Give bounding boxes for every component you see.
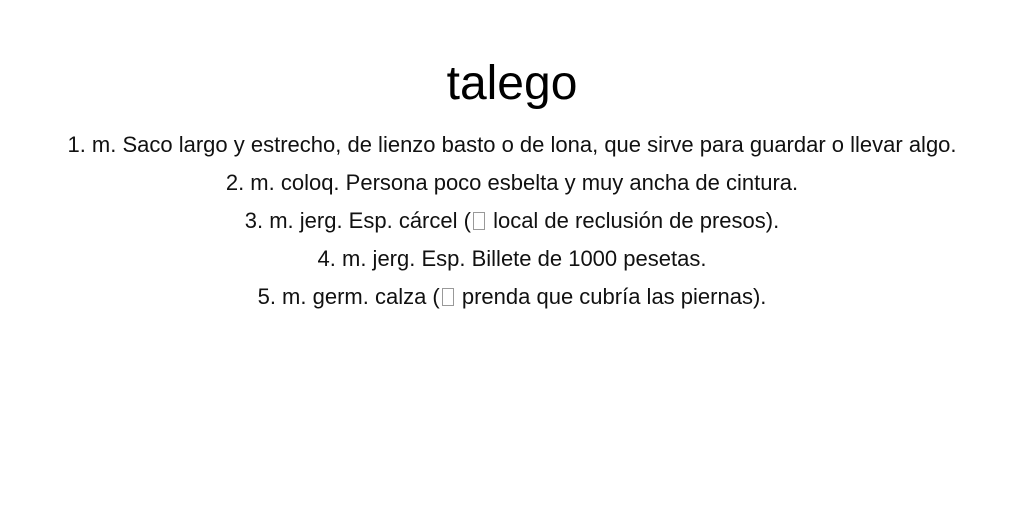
definition-item-3 bbox=[60, 202, 964, 240]
definition-text-before: 5. m. germ. calza ( bbox=[257, 284, 440, 309]
entry-headword: talego bbox=[446, 57, 578, 110]
definition-text: 4. m. jerg. Esp. Billete de 1000 pesetas. bbox=[317, 246, 707, 271]
missing-glyph-icon bbox=[473, 212, 485, 230]
definition-text: 1. m. Saco largo y estrecho, de lienzo basto o de lona, que sirve para guardar o llevar algo. bbox=[67, 132, 957, 157]
definition-item-1 bbox=[60, 126, 964, 164]
definition-text-after: local de reclusión de presos). bbox=[486, 208, 780, 233]
missing-glyph-icon bbox=[442, 288, 454, 306]
definition-list bbox=[60, 126, 964, 316]
definition-text-before: 3. m. jerg. Esp. cárcel ( bbox=[244, 208, 471, 233]
definition-item-4 bbox=[60, 240, 964, 278]
definition-text-after: prenda que cubría las piernas). bbox=[455, 284, 767, 309]
definition-text: 2. m. coloq. Persona poco esbelta y muy ancha de cintura. bbox=[225, 170, 799, 195]
definition-item-2 bbox=[60, 164, 964, 202]
definition-item-5 bbox=[60, 278, 964, 316]
